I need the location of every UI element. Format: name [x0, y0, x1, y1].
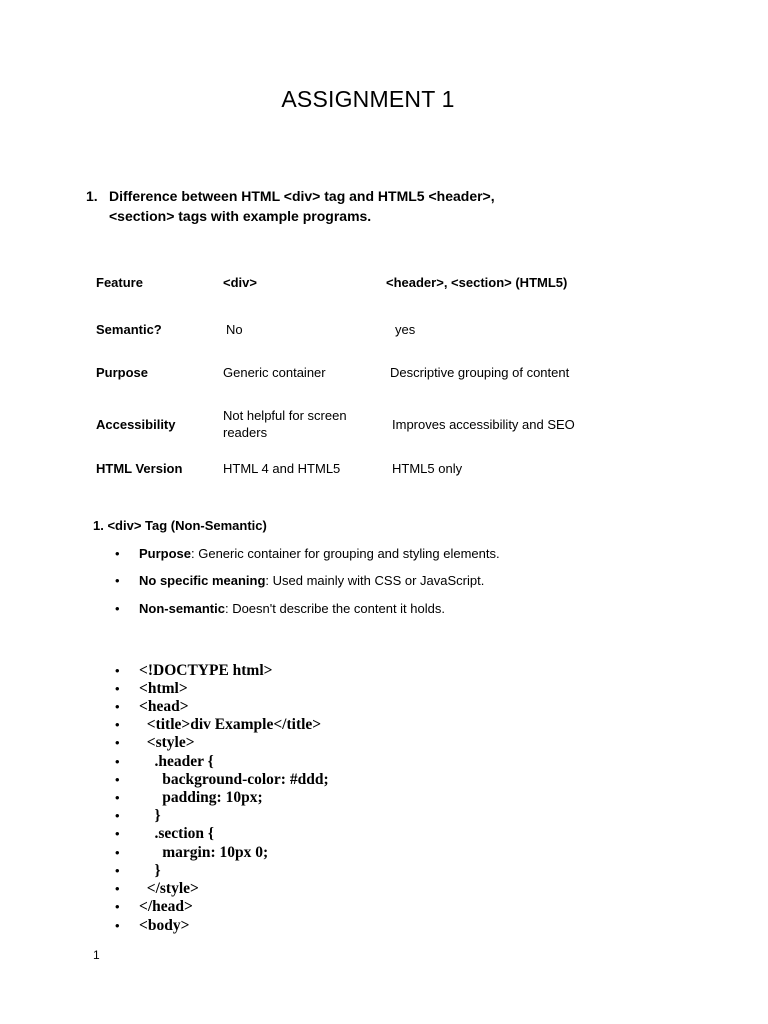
table-cell-feature: Purpose [96, 365, 149, 380]
bullet-icon: • [115, 573, 120, 588]
bullet-text: : Doesn't describe the content it holds. [224, 601, 445, 616]
table-cell-feature: Semantic? [96, 322, 162, 337]
bullet-text: : Generic container for grouping and styling elements. [191, 546, 500, 561]
bullet-icon: • [115, 918, 120, 933]
table-cell-div: HTML 4 and HTML5 [223, 461, 341, 476]
question-number: 1. [86, 188, 98, 204]
bullet-icon: • [115, 881, 120, 896]
table-header-div: <div> [223, 275, 257, 290]
bullet-icon: • [115, 790, 120, 805]
bullet-icon: • [115, 717, 120, 732]
bullet-term: Purpose [139, 546, 192, 561]
table-cell-div: Not helpful for screen readers [223, 408, 347, 440]
table-cell-feature: Accessibility [96, 417, 176, 432]
bullet-icon: • [115, 546, 120, 561]
question-text: Difference between HTML <div> tag and HTML5 <header>, <section> tags with example programs. [109, 188, 495, 224]
table-cell-html5: Descriptive grouping of content [390, 365, 570, 380]
bullet-icon: • [115, 808, 120, 823]
bullet-term: Non-semantic [139, 601, 225, 616]
table-cell-html5: HTML5 only [392, 461, 463, 476]
subsection-heading: 1. <div> Tag (Non-Semantic) [93, 518, 267, 533]
table-cell-feature: HTML Version [96, 461, 183, 476]
table-cell-div: Generic container [223, 365, 326, 380]
bullet-icon: • [115, 663, 120, 678]
bullet-icon: • [115, 681, 120, 696]
table-cell-div: No [226, 322, 243, 337]
bullet-icon: • [115, 863, 120, 878]
document-title: ASSIGNMENT 1 [281, 86, 455, 112]
page-number: 1 [93, 948, 100, 962]
bullet-icon: • [115, 754, 120, 769]
bullet-icon: • [115, 601, 120, 616]
table-cell-html5: yes [395, 322, 416, 337]
bullet-text: : Used mainly with CSS or JavaScript. [265, 573, 485, 588]
bullet-icon: • [115, 735, 120, 750]
table-cell-html5: Improves accessibility and SEO [392, 417, 575, 432]
bullet-icon: • [115, 826, 120, 841]
bullet-icon: • [115, 772, 120, 787]
bullet-icon: • [115, 699, 120, 714]
table-header-feature: Feature [96, 275, 143, 290]
table-header-html5: <header>, <section> (HTML5) [386, 275, 568, 290]
bullet-term: No specific meaning [139, 573, 266, 588]
bullet-icon: • [115, 899, 120, 914]
bullet-icon: • [115, 845, 120, 860]
